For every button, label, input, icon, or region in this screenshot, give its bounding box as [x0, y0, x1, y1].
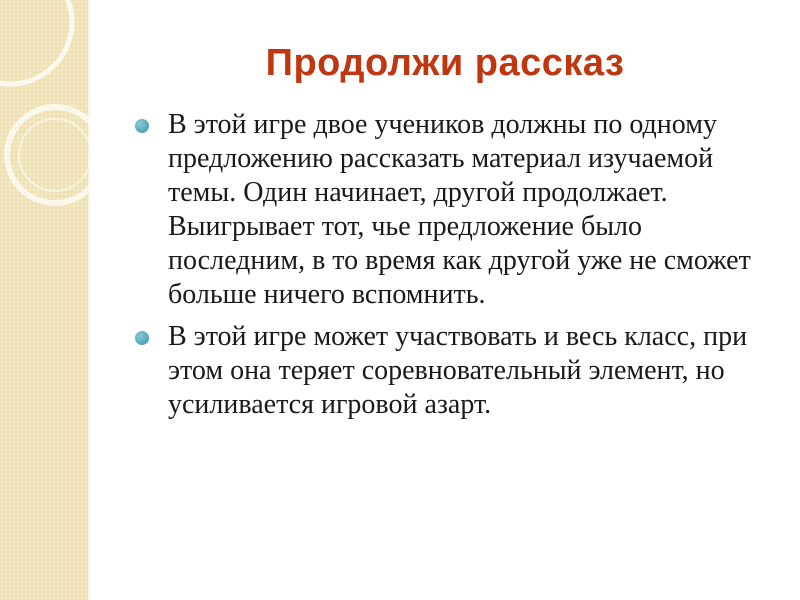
slide-title: Продолжи рассказ [265, 42, 625, 84]
decorative-side-strip [0, 0, 90, 600]
bullet-text: В этой игре может участвовать и весь класс, при этом она теряет соревновательный элемент, но усиливается игровой азарт. [168, 321, 748, 420]
bullet-dot-icon [135, 119, 149, 133]
bullet-text: В этой игре двое учеников должны по одному предложению рассказать материал изучаемой темы. Один начинает, другой продолжает. Выигрывает тот, чье предложение было последним, в то время как другой уже не сможет больше ничего вспомнить. [168, 109, 751, 310]
bullet-item [130, 320, 780, 422]
bullet-list [130, 108, 780, 430]
bullet-item [130, 108, 780, 312]
bullet-dot-icon [135, 331, 149, 345]
